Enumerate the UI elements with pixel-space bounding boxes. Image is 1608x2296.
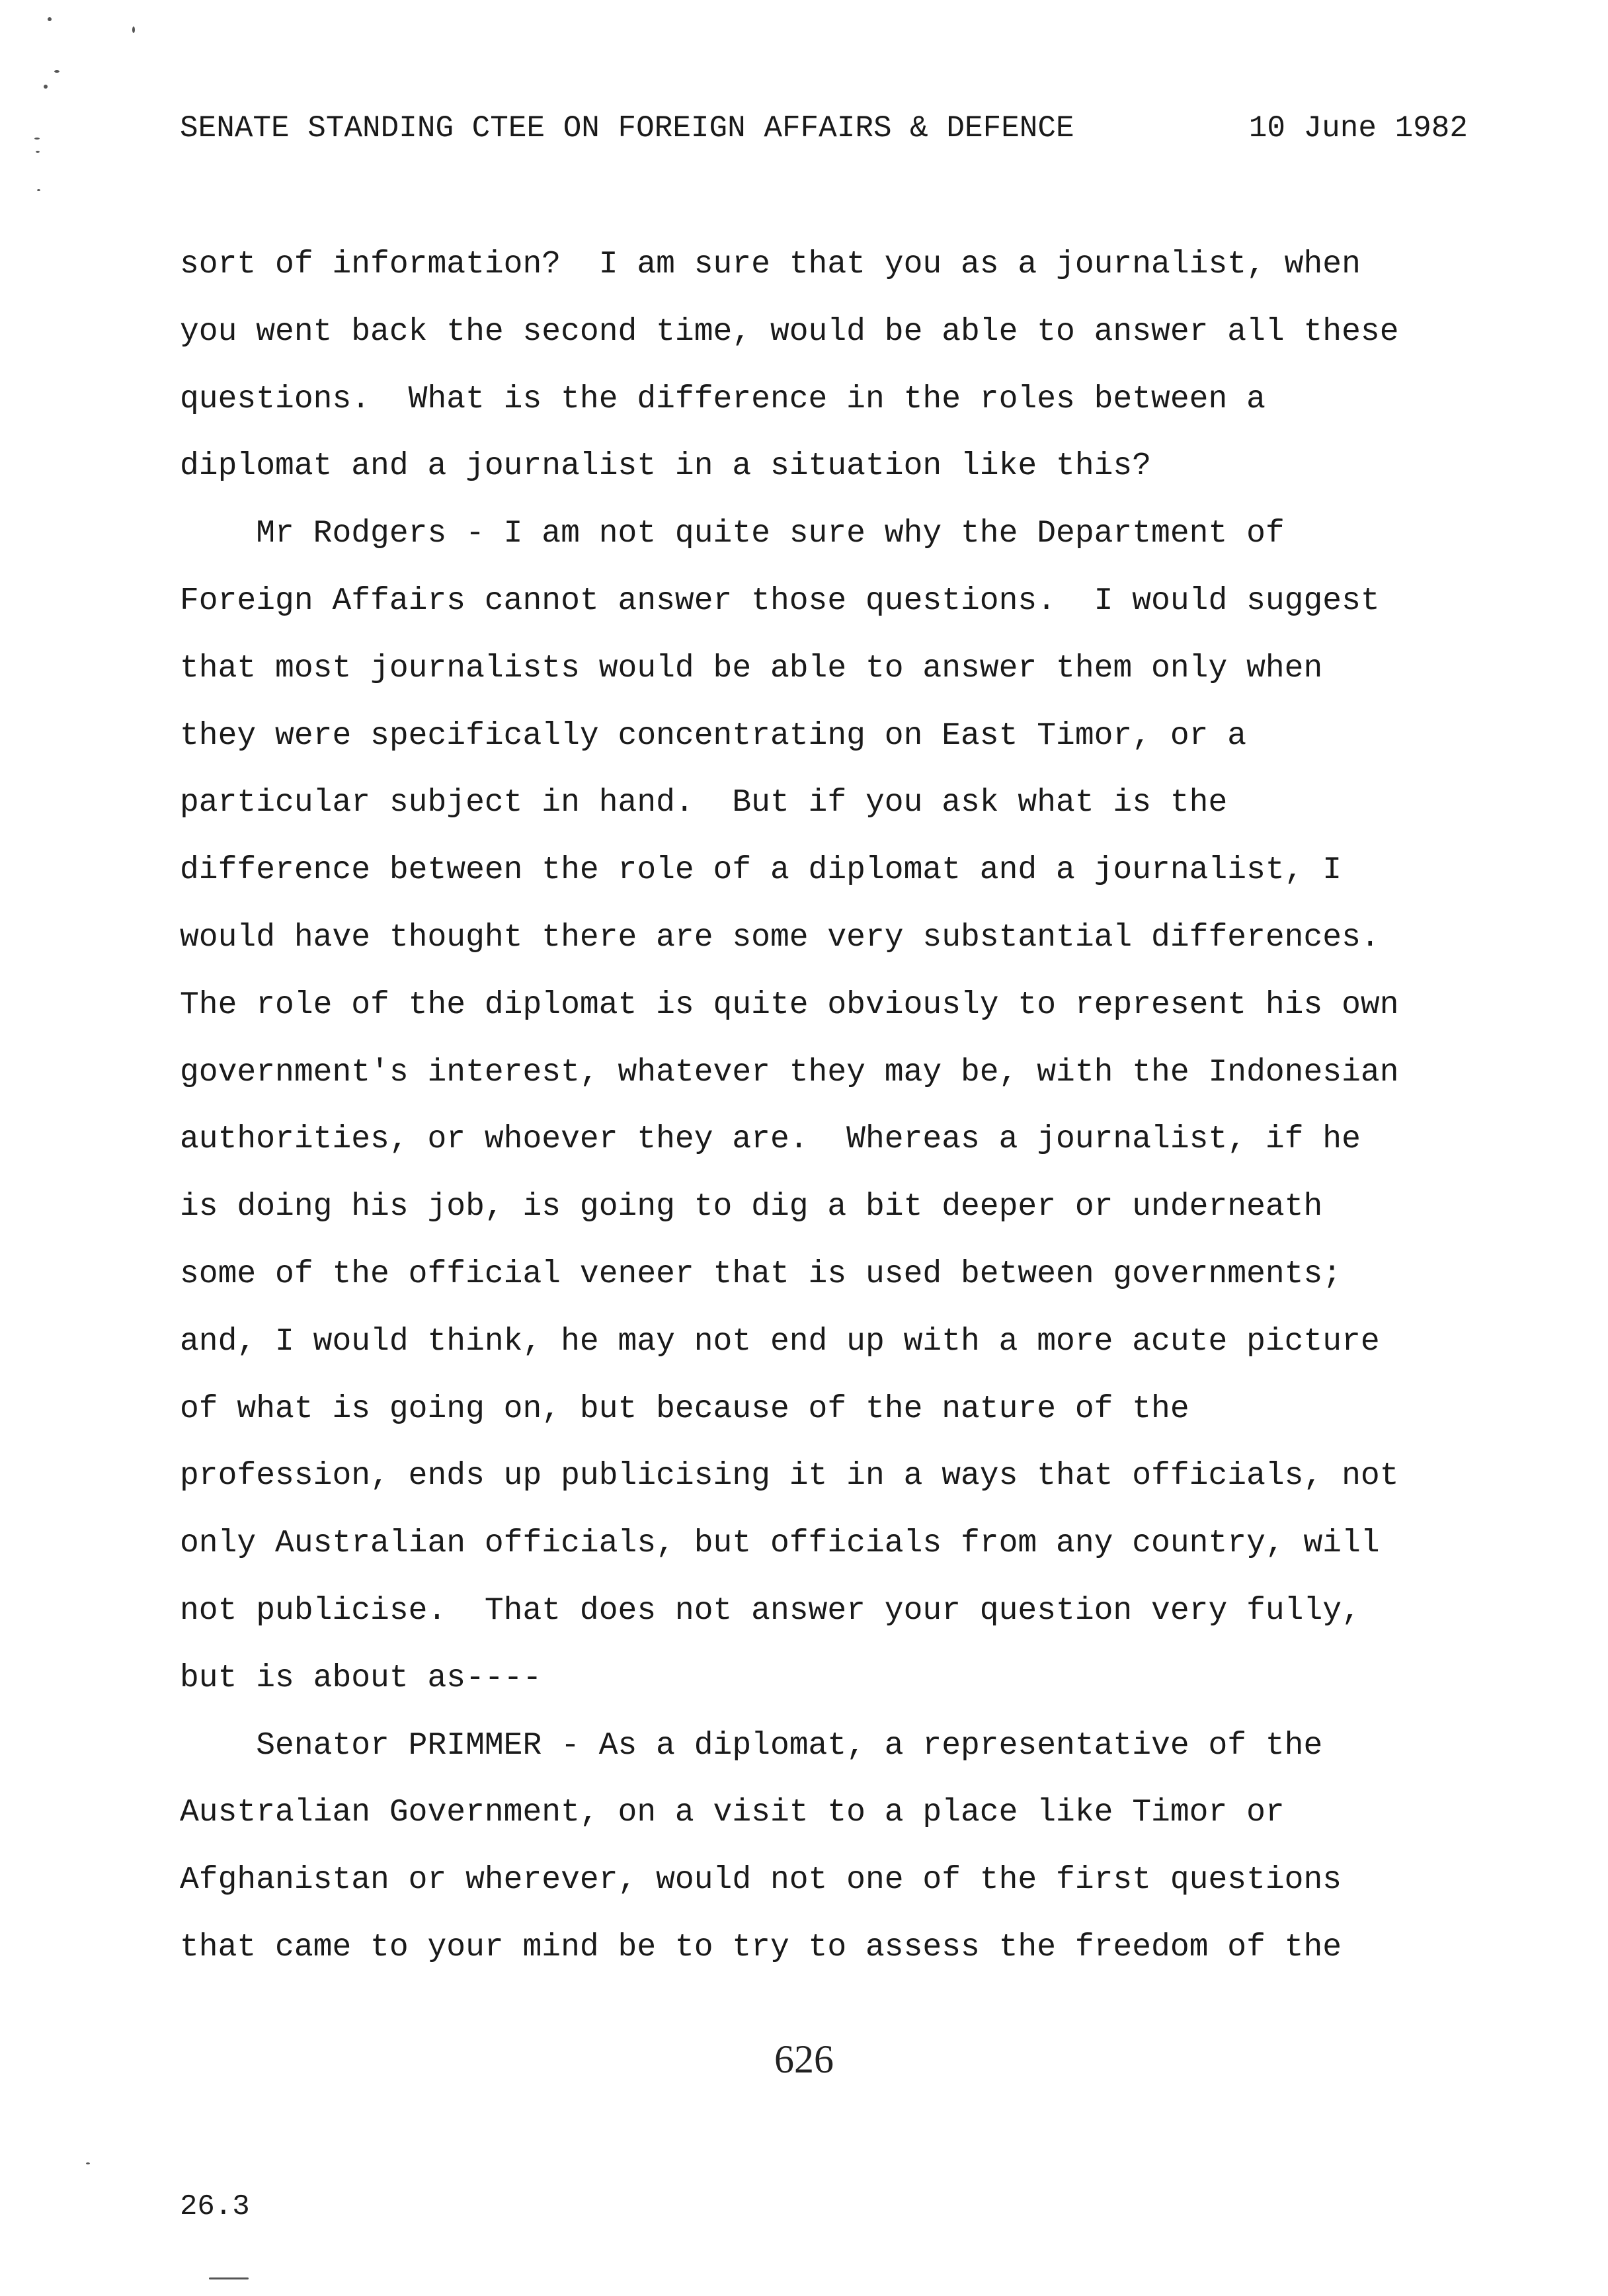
text-line: Australian Government, on a visit to a place like Timor or (180, 1795, 1285, 1831)
text-line: diplomat and a journalist in a situation like this? (180, 448, 1152, 485)
text-line: Afghanistan or wherever, would not one of the first questions (180, 1862, 1342, 1899)
header-title: SENATE STANDING CTEE ON FOREIGN AFFAIRS & DEFENCE (180, 111, 1074, 145)
text-line: not publicise. That does not answer your question very fully, (180, 1592, 1361, 1629)
page-header (180, 106, 1468, 151)
text-line: but is about as---- (180, 1660, 542, 1696)
text-line: difference between the role of a diplomat and a journalist, I (180, 852, 1342, 889)
scan-speck (54, 70, 60, 73)
text-line: sort of information? I am sure that you as a journalist, when (180, 247, 1361, 282)
scan-speck (86, 2162, 90, 2164)
page-number: 626 (774, 2037, 834, 2081)
text-line: and, I would think, he may not end up with a more acute picture (180, 1323, 1380, 1360)
text-line: authorities, or whoever they are. Whereas a journalist, if he (180, 1122, 1361, 1158)
document-reference: 26.3 (180, 2190, 250, 2223)
scan-speck (132, 26, 135, 33)
header-date: 10 June 1982 (1248, 111, 1468, 145)
text-line: some of the official veneer that is used between governments; (180, 1256, 1342, 1292)
text-line: questions. What is the difference in the roles between a (180, 381, 1266, 417)
text-line: you went back the second time, would be able to answer all these (180, 313, 1399, 350)
scan-speck (36, 151, 40, 153)
text-line: profession, ends up publicising it in a ways that officials, not (180, 1458, 1399, 1495)
text-line: particular subject in hand. But if you ask what is the (180, 785, 1228, 821)
scan-speck (209, 2277, 249, 2279)
text-line: Foreign Affairs cannot answer those questions. I would suggest (180, 583, 1380, 619)
text-line: that came to your mind be to try to assess the freedom of the (180, 1929, 1342, 1965)
text-line: government's interest, whatever they may be, with the Indonesian (180, 1054, 1399, 1090)
text-line: is doing his job, is going to dig a bit deeper or underneath (180, 1189, 1323, 1225)
text-line: Mr Rodgers - I am not quite sure why the Department of (180, 516, 1285, 552)
text-line: only Australian officials, but officials from any country, will (180, 1526, 1380, 1562)
text-line: The role of the diplomat is quite obviously to represent his own (180, 987, 1399, 1023)
text-line: Senator PRIMMER - As a diplomat, a representative of the (180, 1727, 1323, 1764)
scan-speck (48, 17, 52, 21)
transcript-body (180, 231, 1476, 1982)
text-line: would have thought there are some very substantial differences. (180, 919, 1380, 956)
scan-speck (44, 85, 48, 89)
text-line: of what is going on, but because of the nature of the (180, 1391, 1189, 1427)
text-line: that most journalists would be able to answer them only when (180, 650, 1323, 686)
scan-speck (37, 189, 40, 191)
text-line: they were specifically concentrating on East Timor, or a (180, 718, 1247, 754)
scan-speck (34, 138, 40, 140)
